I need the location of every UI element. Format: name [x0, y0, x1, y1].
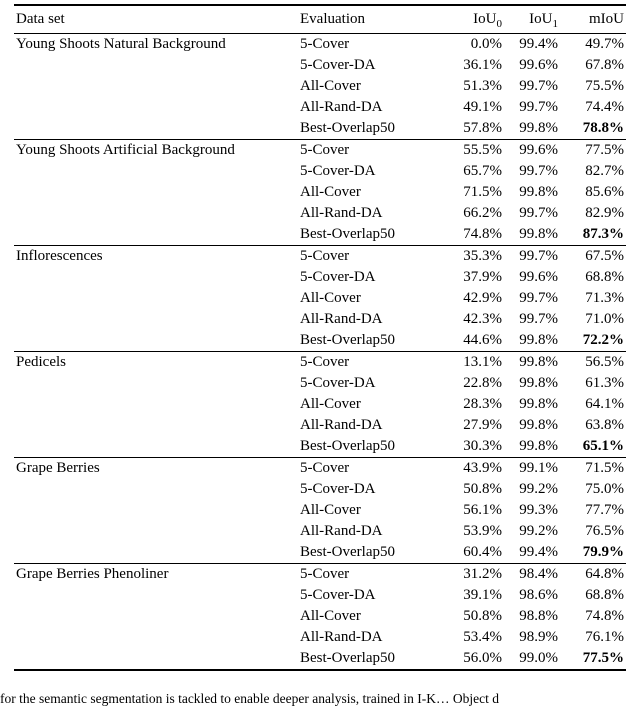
iou0-cell: 36.1% [463, 57, 502, 73]
miou-cell: 76.1% [585, 629, 624, 645]
table-row [14, 267, 626, 288]
table-row [14, 585, 626, 606]
iou0-cell: 30.3% [463, 438, 502, 454]
evaluation-cell: 5-Cover [298, 140, 442, 162]
iou0-cell: 50.8% [463, 608, 502, 624]
dataset-cell [14, 479, 298, 500]
iou1-cell: 98.4% [504, 564, 560, 586]
evaluation-cell: All-Cover [300, 78, 361, 94]
miou-cell: 68.8% [585, 587, 624, 603]
dataset-cell [14, 585, 298, 606]
evaluation-cell: All-Rand-DA [300, 417, 383, 433]
header-iou0-subscript: 0 [496, 18, 502, 30]
iou0-cell: 42.9% [463, 290, 502, 306]
evaluation-cell: 5-Cover [298, 458, 442, 480]
dataset-cell [14, 542, 298, 564]
iou0-cell: 65.7% [463, 163, 502, 179]
dataset-cell [14, 627, 298, 648]
table-row [14, 246, 626, 268]
evaluation-cell: All-Cover [300, 608, 361, 624]
iou0-cell: 57.8% [463, 120, 502, 136]
miou-cell: 67.5% [560, 246, 626, 268]
iou0-cell: 22.8% [463, 375, 502, 391]
evaluation-cell: All-Rand-DA [300, 523, 383, 539]
iou0-cell: 60.4% [463, 544, 502, 560]
iou1-cell: 99.1% [504, 458, 560, 480]
evaluation-cell: All-Rand-DA [300, 205, 383, 221]
table-row [14, 97, 626, 118]
evaluation-cell: 5-Cover-DA [300, 57, 376, 73]
dataset-cell [14, 203, 298, 224]
evaluation-cell: 5-Cover-DA [300, 269, 376, 285]
header-row [14, 5, 626, 34]
results-table-container [14, 4, 626, 671]
miou-cell: 71.3% [585, 290, 624, 306]
evaluation-cell: All-Cover [300, 502, 361, 518]
table-header [14, 5, 626, 34]
iou0-cell: 55.5% [442, 140, 504, 162]
dataset-cell [14, 394, 298, 415]
dataset-cell [14, 161, 298, 182]
iou0-cell: 37.9% [463, 269, 502, 285]
miou-cell: 71.0% [585, 311, 624, 327]
dataset-cell: Grape Berries Phenoliner [14, 564, 298, 586]
iou1-cell: 99.7% [519, 99, 558, 115]
dataset-cell [14, 97, 298, 118]
iou1-cell: 99.8% [519, 375, 558, 391]
iou0-cell: 56.1% [463, 502, 502, 518]
iou1-cell: 99.8% [519, 332, 558, 348]
evaluation-cell: Best-Overlap50 [300, 438, 395, 454]
dataset-cell: Young Shoots Natural Background [14, 34, 298, 56]
miou-cell: 82.7% [585, 163, 624, 179]
iou1-cell: 98.6% [519, 587, 558, 603]
iou1-cell: 99.7% [519, 205, 558, 221]
iou0-cell: 43.9% [442, 458, 504, 480]
header-evaluation: Evaluation [300, 11, 365, 27]
iou1-cell: 99.3% [519, 502, 558, 518]
iou0-cell: 13.1% [442, 352, 504, 374]
table-row [14, 76, 626, 97]
evaluation-cell: Best-Overlap50 [300, 650, 395, 666]
miou-cell: 72.2% [582, 332, 624, 348]
iou1-cell: 99.6% [504, 140, 560, 162]
miou-cell: 85.6% [585, 184, 624, 200]
caption-fragment: for the semantic segmentation is tackled to enable deeper analysis, trained in I-K… Object d [0, 691, 499, 706]
miou-cell: 63.8% [585, 417, 624, 433]
iou0-cell: 53.4% [463, 629, 502, 645]
dataset-cell [14, 224, 298, 246]
miou-cell: 74.4% [585, 99, 624, 115]
miou-cell: 77.7% [585, 502, 624, 518]
iou1-cell: 99.8% [504, 352, 560, 374]
results-table-body [14, 34, 626, 671]
iou0-cell: 74.8% [463, 226, 502, 242]
iou1-cell: 99.7% [519, 78, 558, 94]
dataset-cell [14, 182, 298, 203]
iou1-cell: 99.7% [504, 246, 560, 268]
iou0-cell: 28.3% [463, 396, 502, 412]
iou0-cell: 51.3% [463, 78, 502, 94]
header-iou1-base: IoU [529, 11, 553, 27]
iou1-cell: 99.4% [519, 544, 558, 560]
table-row [14, 309, 626, 330]
miou-cell: 65.1% [582, 438, 624, 454]
evaluation-cell: 5-Cover [298, 34, 442, 56]
iou0-cell: 39.1% [463, 587, 502, 603]
iou1-cell: 99.7% [519, 290, 558, 306]
iou0-cell: 0.0% [442, 34, 504, 56]
table-row [14, 564, 626, 586]
table-row [14, 288, 626, 309]
table-row [14, 500, 626, 521]
evaluation-cell: Best-Overlap50 [300, 332, 395, 348]
evaluation-cell: Best-Overlap50 [300, 226, 395, 242]
dataset-cell [14, 76, 298, 97]
iou1-cell: 99.6% [519, 57, 558, 73]
table-row [14, 34, 626, 56]
dataset-cell: Inflorescences [14, 246, 298, 268]
iou0-cell: 53.9% [463, 523, 502, 539]
evaluation-cell: Best-Overlap50 [300, 120, 395, 136]
iou0-cell: 42.3% [463, 311, 502, 327]
table-row [14, 140, 626, 162]
iou1-cell: 99.8% [519, 396, 558, 412]
header-miou: mIoU [589, 11, 624, 27]
table-row [14, 55, 626, 76]
dataset-cell: Young Shoots Artificial Background [14, 140, 298, 162]
table-row [14, 352, 626, 374]
table-row [14, 182, 626, 203]
dataset-cell [14, 648, 298, 670]
miou-cell: 61.3% [585, 375, 624, 391]
miou-cell: 77.5% [582, 650, 624, 666]
evaluation-cell: 5-Cover-DA [300, 587, 376, 603]
table-row [14, 203, 626, 224]
miou-cell: 78.8% [582, 120, 624, 136]
evaluation-cell: Best-Overlap50 [300, 544, 395, 560]
iou0-cell: 35.3% [442, 246, 504, 268]
table-row [14, 373, 626, 394]
evaluation-cell: 5-Cover [298, 352, 442, 374]
iou0-cell: 71.5% [463, 184, 502, 200]
miou-cell: 75.5% [585, 78, 624, 94]
header-iou0-base: IoU [473, 11, 497, 27]
dataset-cell [14, 267, 298, 288]
iou1-cell: 99.8% [519, 438, 558, 454]
miou-cell: 68.8% [585, 269, 624, 285]
iou1-cell: 99.8% [519, 226, 558, 242]
miou-cell: 71.5% [560, 458, 626, 480]
table-row [14, 627, 626, 648]
evaluation-cell: 5-Cover [298, 564, 442, 586]
iou1-cell: 99.7% [519, 163, 558, 179]
header-dataset: Data set [16, 11, 65, 27]
iou1-cell: 99.8% [519, 417, 558, 433]
segmentation-results-table [14, 4, 626, 671]
iou0-cell: 56.0% [463, 650, 502, 666]
table-row [14, 330, 626, 352]
miou-cell: 56.5% [560, 352, 626, 374]
iou1-cell: 99.2% [519, 481, 558, 497]
iou0-cell: 49.1% [463, 99, 502, 115]
table-row [14, 436, 626, 458]
iou1-cell: 98.9% [519, 629, 558, 645]
miou-cell: 82.9% [585, 205, 624, 221]
table-row [14, 161, 626, 182]
table-row [14, 458, 626, 480]
miou-cell: 64.8% [560, 564, 626, 586]
evaluation-cell: All-Rand-DA [300, 311, 383, 327]
iou1-cell: 99.8% [519, 184, 558, 200]
dataset-cell [14, 436, 298, 458]
iou0-cell: 66.2% [463, 205, 502, 221]
evaluation-cell: 5-Cover-DA [300, 375, 376, 391]
header-iou1-subscript: 1 [552, 18, 558, 30]
miou-cell: 74.8% [585, 608, 624, 624]
evaluation-cell: 5-Cover-DA [300, 163, 376, 179]
miou-cell: 79.9% [582, 544, 624, 560]
table-row [14, 542, 626, 564]
dataset-cell [14, 521, 298, 542]
miou-cell: 76.5% [585, 523, 624, 539]
iou1-cell: 99.6% [519, 269, 558, 285]
dataset-cell [14, 330, 298, 352]
evaluation-cell: 5-Cover-DA [300, 481, 376, 497]
miou-cell: 49.7% [560, 34, 626, 56]
table-row [14, 394, 626, 415]
evaluation-cell: All-Cover [300, 184, 361, 200]
dataset-cell [14, 500, 298, 521]
miou-cell: 77.5% [560, 140, 626, 162]
header-iou1 [504, 5, 560, 34]
miou-cell: 75.0% [585, 481, 624, 497]
miou-cell: 64.1% [585, 396, 624, 412]
dataset-cell [14, 606, 298, 627]
iou1-cell: 99.4% [504, 34, 560, 56]
table-row [14, 479, 626, 500]
iou0-cell: 50.8% [463, 481, 502, 497]
miou-cell: 87.3% [582, 226, 624, 242]
iou1-cell: 99.8% [519, 120, 558, 136]
iou0-cell: 44.6% [463, 332, 502, 348]
dataset-cell [14, 55, 298, 76]
evaluation-cell: All-Rand-DA [300, 99, 383, 115]
dataset-cell [14, 309, 298, 330]
evaluation-cell: 5-Cover [298, 246, 442, 268]
dataset-cell: Grape Berries [14, 458, 298, 480]
table-row [14, 648, 626, 670]
iou1-cell: 99.2% [519, 523, 558, 539]
miou-cell: 67.8% [585, 57, 624, 73]
iou0-cell: 31.2% [442, 564, 504, 586]
evaluation-cell: All-Cover [300, 290, 361, 306]
table-row [14, 118, 626, 140]
dataset-cell [14, 373, 298, 394]
table-row [14, 606, 626, 627]
header-iou0 [442, 5, 504, 34]
dataset-cell [14, 288, 298, 309]
iou0-cell: 27.9% [463, 417, 502, 433]
evaluation-cell: All-Rand-DA [300, 629, 383, 645]
evaluation-cell: All-Cover [300, 396, 361, 412]
iou1-cell: 98.8% [519, 608, 558, 624]
dataset-cell [14, 118, 298, 140]
table-row [14, 415, 626, 436]
dataset-cell [14, 415, 298, 436]
table-row [14, 521, 626, 542]
dataset-cell: Pedicels [14, 352, 298, 374]
iou1-cell: 99.7% [519, 311, 558, 327]
iou1-cell: 99.0% [519, 650, 558, 666]
table-row [14, 224, 626, 246]
